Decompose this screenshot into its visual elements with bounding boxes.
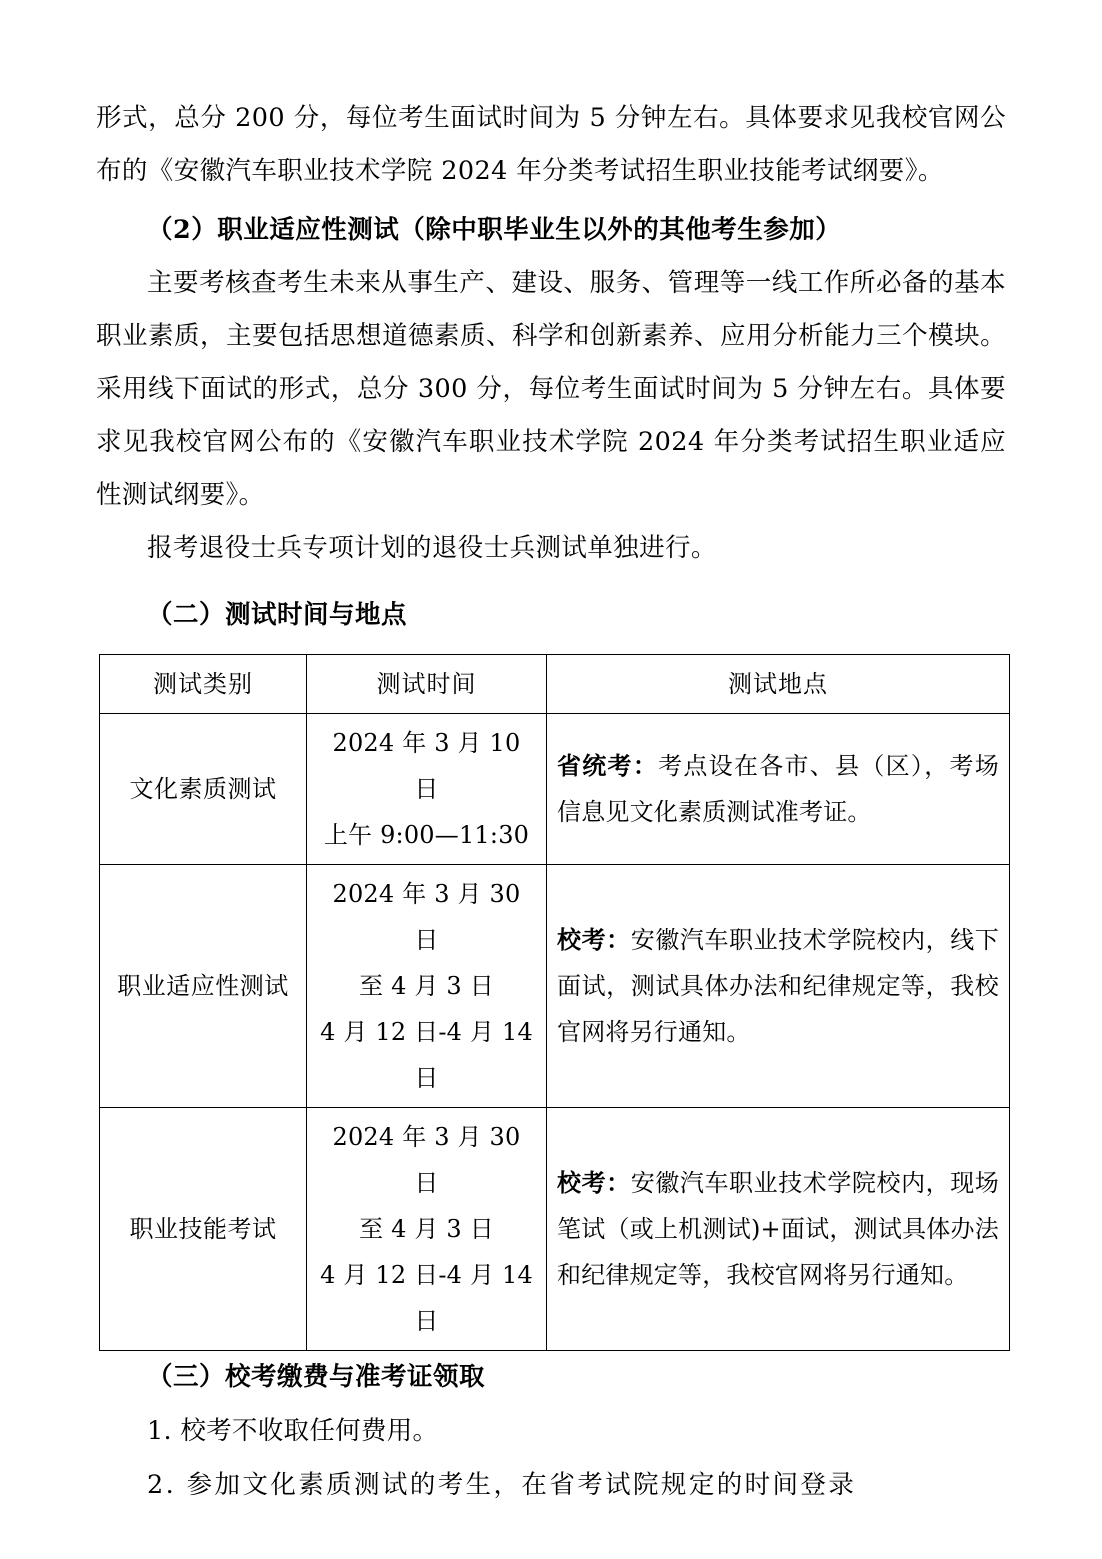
place-text: 安徽汽车职业技术学院校内，现场笔试（或上机测试)+面试，测试具体办法和纪律规定等，我校官网将另行通知。 (557, 1169, 999, 1289)
place-prefix: 校考： (557, 1168, 631, 1197)
time-line: 至 4 月 3 日 (359, 1215, 494, 1243)
place-prefix: 省统考： (557, 751, 659, 780)
place-text: 安徽汽车职业技术学院校内，线下面试，测试具体办法和纪律规定等，我校官网将另行通知。 (557, 926, 999, 1046)
paragraph-no-fee: 1. 校考不收取任何费用。 (147, 1416, 439, 1446)
table-header-time: 测试时间 (307, 655, 547, 714)
cell-place (547, 1108, 1010, 1351)
time-line: 至 4 月 3 日 (359, 972, 494, 1000)
exam-schedule-table (99, 654, 1010, 1351)
cell-place (547, 714, 1010, 865)
time-line: 4 月 12 日-4 月 14 日 (320, 1261, 533, 1335)
heading-test-time-place: （二）测试时间与地点 (147, 600, 408, 630)
time-line: 4 月 12 日-4 月 14 日 (320, 1018, 533, 1092)
table-header-category: 测试类别 (100, 655, 307, 714)
table-row (100, 714, 1010, 865)
cell-time (307, 1108, 547, 1351)
time-line: 2024 年 3 月 30 日 (332, 880, 521, 954)
time-line: 2024 年 3 月 10 日 (332, 729, 521, 803)
heading-aptitude-test: （2）职业适应性测试（除中职毕业生以外的其他考生参加） (147, 215, 842, 245)
paragraph-aptitude-description: 主要考核查考生未来从事生产、建设、服务、管理等一线工作所必备的基本职业素质，主要包括思想道德素质、科学和创新素养、应用分析能力三个模块。采用线下面试的形式，总分 300 分，每位考生面试时间为 5 分钟左右。具体要求见我校官网公布的《安徽汽车职业技术学院 2024 年分类考试招生职业适应性测试纲要》。 (96, 268, 1006, 510)
place-prefix: 校考： (557, 925, 631, 954)
paragraph-exam-skill-intro: 形式，总分 200 分，每位考生面试时间为 5 分钟左右。具体要求见我校官网公布的《安徽汽车职业技术学院 2024 年分类考试招生职业技能考试纲要》。 (96, 103, 1006, 186)
cell-time (307, 714, 547, 865)
table-header-row (100, 655, 1010, 714)
cell-category: 文化素质测试 (100, 714, 307, 865)
cell-place (547, 865, 1010, 1108)
place-text: 考点设在各市、县（区），考场信息见文化素质测试准考证。 (557, 752, 999, 826)
cell-category: 职业技能考试 (100, 1108, 307, 1351)
cell-category: 职业适应性测试 (100, 865, 307, 1108)
table-row (100, 865, 1010, 1108)
paragraph-veteran-plan: 报考退役士兵专项计划的退役士兵测试单独进行。 (147, 533, 717, 563)
time-line: 上午 9:00—11:30 (323, 821, 530, 849)
cell-time (307, 865, 547, 1108)
table-header-place: 测试地点 (547, 655, 1010, 714)
table-row (100, 1108, 1010, 1351)
spacer (96, 575, 1006, 589)
heading-payment-admission: （三）校考缴费与准考证领取 (147, 1362, 486, 1392)
paragraph-login-instruction: 2. 参加文化素质测试的考生，在省考试院规定的时间登录 (147, 1470, 857, 1500)
time-line: 2024 年 3 月 30 日 (332, 1123, 521, 1197)
